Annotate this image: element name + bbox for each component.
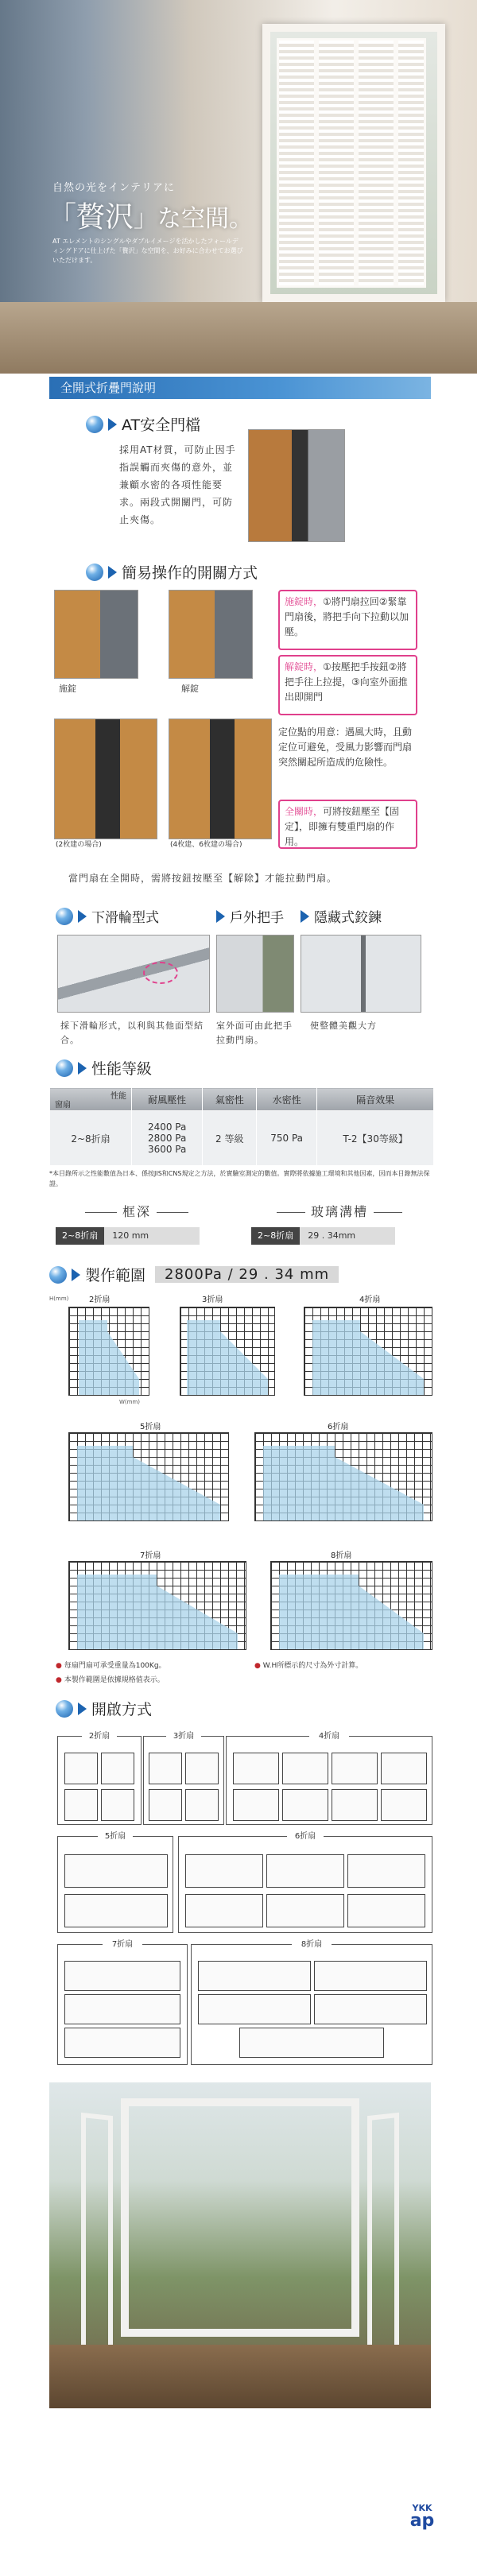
table-row-label: 2~8折扇 <box>50 1111 132 1166</box>
arrow-icon <box>78 1702 87 1715</box>
folding-door-photo <box>49 2082 431 2408</box>
ball-bullet-icon <box>56 908 73 925</box>
chart-5fold-label: 5折扇 <box>140 1423 161 1431</box>
four-fold-caption: (4枚建、6枚建の場合) <box>170 841 242 849</box>
unlock-photo <box>169 590 253 679</box>
table-corner-cell: 性能 窗扇 <box>50 1088 132 1111</box>
open-5fold-box: 5折扇 <box>57 1836 173 1933</box>
open-2fold-box: 2折扇 <box>57 1736 142 1825</box>
lock-callout: 施錠時，①將門扇拉回②緊靠門扇後，將把手向下拉動以加壓。 <box>278 590 417 650</box>
ball-bullet-icon <box>56 1700 73 1718</box>
full-lock-callout: 全關時，可將按鈕壓至【固定】，即擁有雙重門扇的作用。 <box>278 800 417 849</box>
chart-4fold-label: 4折扇 <box>359 1296 381 1304</box>
position-text: 定位點的用意：遇風大時，且動定位可避免，受風力影響而門扇突然關起所造成的危險性。 <box>278 726 413 768</box>
table-header: 隔音效果 <box>317 1088 434 1111</box>
rail-caption: 採下滑輪形式，以利與其他面型結合。 <box>60 1021 204 1045</box>
section-intro-bar: 全開式折疊門說明 <box>49 377 431 399</box>
rail-photo <box>57 935 210 1013</box>
table-header: 氣密性 <box>203 1088 257 1111</box>
depth-value: 120 mm <box>104 1227 200 1245</box>
full-open-text: 當門扇在全開時，需將按鈕按壓至【解除】才能拉動門扇。 <box>68 873 338 884</box>
chart-7fold-grid <box>68 1561 246 1650</box>
arrow-icon <box>72 1269 80 1281</box>
depth-row <box>56 1227 200 1245</box>
open-3fold-box: 3折扇 <box>143 1736 224 1825</box>
chart-axis-h: H(mm) <box>49 1296 69 1302</box>
arrow-icon <box>78 1062 87 1075</box>
open-method-heading: 開啟方式 <box>56 1698 152 1719</box>
at-safety-heading: AT安全門檔 <box>86 413 200 435</box>
arrow-icon <box>108 566 117 579</box>
chart-6fold-label: 6折扇 <box>328 1423 349 1431</box>
rail-highlight-circle <box>143 962 178 984</box>
lock-photo <box>54 590 138 679</box>
ball-bullet-icon <box>56 1059 73 1077</box>
glass-label: 2~8折扇 <box>251 1227 300 1245</box>
ball-bullet-icon <box>86 416 103 433</box>
unlock-caption: 解錠 <box>181 684 199 694</box>
chart-5fold-grid <box>68 1432 229 1521</box>
unlock-callout: 解錠時，①按壓把手按鈕②將把手往上拉提，③向室外面推出即開門 <box>278 655 417 715</box>
note-wh: ● W.H所標示的尺寸為外寸計算。 <box>254 1662 363 1670</box>
chart-6fold-grid <box>254 1432 432 1521</box>
hero-floor <box>0 302 477 374</box>
table-cell-sound: T-2【30等級】 <box>317 1111 434 1166</box>
at-safety-photo <box>248 429 345 542</box>
table-header: 耐風壓性 <box>132 1088 203 1111</box>
outer-handle-heading: 戶外把手 <box>216 906 284 926</box>
lock-caption: 施錠 <box>59 684 76 694</box>
depth-label: 2~8折扇 <box>56 1227 104 1245</box>
range-heading: 製作範圍 2800Pa / 29 . 34 mm <box>49 1264 339 1285</box>
glass-row <box>251 1227 395 1245</box>
hidden-hinge-heading: 隱藏式鉸鍊 <box>301 906 382 926</box>
open-6fold-box: 6折扇 <box>178 1836 432 1933</box>
hero-window-image <box>262 24 445 302</box>
four-fold-lock-photo <box>169 719 272 839</box>
rail-type-heading: 下滑輪型式 <box>56 906 159 926</box>
note-weight: ● 每扇門扇可承受重量為100Kg。 <box>56 1662 166 1670</box>
depth-title: 框深 <box>49 1202 224 1220</box>
handle-photo <box>216 935 294 1013</box>
chart-8fold-label: 8折扇 <box>331 1551 352 1560</box>
hero-subtitle: 自然の光をインテリアに <box>52 182 176 194</box>
glass-title: 玻璃溝槽 <box>248 1202 431 1220</box>
chart-axis-w: W(mm) <box>119 1399 141 1405</box>
hero-title: 「贅沢」な空間。 <box>48 201 254 234</box>
easy-op-heading: 簡易操作的開關方式 <box>86 561 258 583</box>
chart-2fold-label: 2折扇 <box>89 1296 111 1304</box>
arrow-icon <box>216 910 225 923</box>
ball-bullet-icon <box>49 1266 67 1284</box>
glass-value: 29 . 34mm <box>300 1227 395 1245</box>
table-cell-water: 750 Pa <box>257 1111 317 1166</box>
arrow-icon <box>301 910 309 923</box>
chart-4fold-grid <box>304 1307 432 1396</box>
handle-caption: 室外面可由此把手拉動門扇。 <box>216 1021 293 1045</box>
table-cell-wind: 2400 Pa 2800 Pa 3600 Pa <box>132 1111 203 1166</box>
arrow-icon <box>108 418 117 431</box>
two-fold-lock-photo <box>54 719 157 839</box>
open-4fold-box: 4折扇 <box>226 1736 432 1825</box>
performance-table <box>49 1087 434 1166</box>
note-range: ● 本製作範圍是依據規格值表示。 <box>56 1676 165 1684</box>
ykk-ap-logo: YKK ap <box>409 2503 435 2531</box>
chart-2fold-grid <box>68 1307 149 1396</box>
open-7fold-box: 7折扇 <box>57 1944 188 2065</box>
chart-3fold-grid <box>180 1307 275 1396</box>
chart-8fold-grid <box>270 1561 432 1650</box>
open-8fold-box: 8折扇 <box>191 1944 432 2065</box>
performance-heading: 性能等級 <box>56 1057 152 1079</box>
two-fold-caption: (2枚建の場合) <box>56 841 102 849</box>
table-header: 水密性 <box>257 1088 317 1111</box>
arrow-icon <box>78 910 87 923</box>
hinge-caption: 使整體美觀大方 <box>310 1021 377 1031</box>
ball-bullet-icon <box>86 564 103 581</box>
hinge-photo <box>301 935 421 1013</box>
hero-banner <box>0 0 477 374</box>
chart-7fold-label: 7折扇 <box>140 1551 161 1560</box>
chart-3fold-label: 3折扇 <box>202 1296 223 1304</box>
hero-body-text: AT エレメントのシングルやダブルイメージを活かしたフォールディングドアに仕上げた「贅沢」な空間を、お好みに合わせてお選びいただけます。 <box>52 238 243 264</box>
table-cell-air: 2 等級 <box>203 1111 257 1166</box>
performance-note: *本目錄所示之性能數值為日本、係按JIS和CNS規定之方法，於實驗室測定的數值。實際將依據施工環境和其他因素，因而本目錄無法保證。 <box>49 1170 430 1187</box>
at-safety-text: 採用AT材質，可防止因手指誤觸而夾傷的意外，並兼顧水密的各項性能要求。兩段式開關門，可防止夾傷。 <box>119 444 236 525</box>
